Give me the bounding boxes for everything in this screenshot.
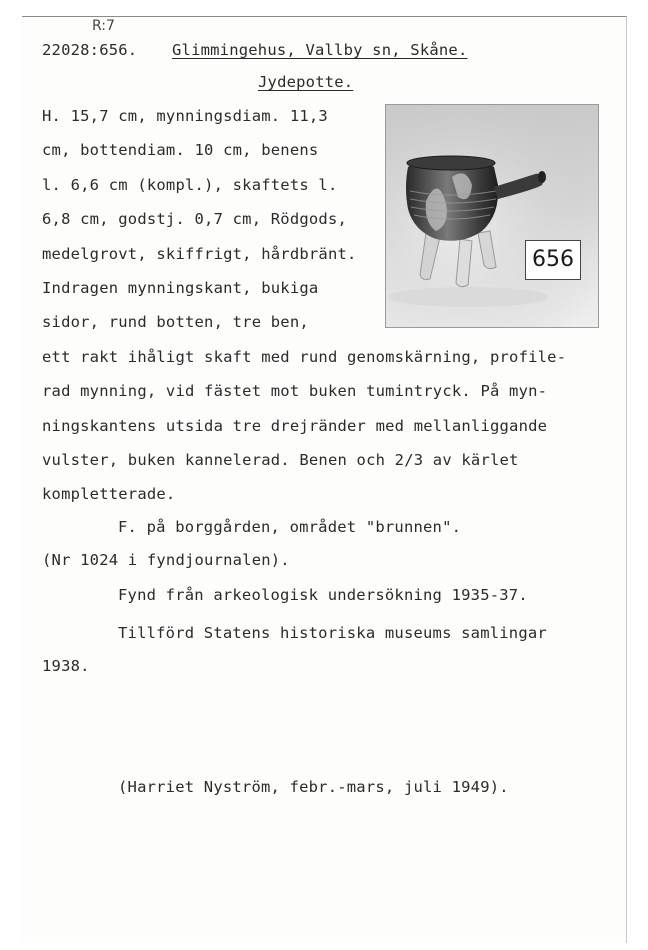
transfer-note: Tillförd Statens historiska museums samlingar — [118, 624, 547, 642]
object-name: Jydepotte. — [258, 73, 354, 91]
photo-number-label: 656 — [525, 240, 581, 280]
description-line: ett rakt ihåligt skaft med rund genomskärning, profile- — [42, 348, 567, 366]
inventory-number: 22028:656. — [42, 41, 138, 59]
description-line: sidor, rund botten, tre ben, — [42, 313, 309, 331]
find-place: F. på borggården, området "brunnen". — [118, 518, 462, 536]
pottery-photo — [385, 104, 599, 328]
description-line: ningskantens utsida tre drejränder med mellanliggande — [42, 417, 548, 435]
author-signature: (Harriet Nyström, febr.-mars, juli 1949). — [118, 778, 509, 796]
description-line: l. 6,6 cm (kompl.), skaftets l. — [42, 176, 338, 194]
excavation-note: Fynd från arkeologisk undersökning 1935-37. — [118, 586, 528, 604]
description-line: rad mynning, vid fästet mot buken tumintryck. På myn- — [42, 382, 548, 400]
description-line: medelgrovt, skiffrigt, hårdbränt. — [42, 245, 357, 263]
description-line: Indragen mynningskant, bukiga — [42, 279, 319, 297]
description-line: H. 15,7 cm, mynningsdiam. 11,3 — [42, 107, 328, 125]
description-line: kompletterade. — [42, 485, 176, 503]
journal-number: (Nr 1024 i fyndjournalen). — [42, 551, 290, 569]
description-line: 6,8 cm, godstj. 0,7 cm, Rödgods, — [42, 210, 348, 228]
description-line: cm, bottendiam. 10 cm, benens — [42, 141, 319, 159]
find-location: Glimmingehus, Vallby sn, Skåne. — [172, 41, 468, 59]
jydepotte-image — [386, 105, 598, 327]
transfer-year: 1938. — [42, 657, 90, 675]
handwritten-reference: R:7 — [92, 18, 115, 34]
description-line: vulster, buken kannelerad. Benen och 2/3 av kärlet — [42, 451, 519, 469]
